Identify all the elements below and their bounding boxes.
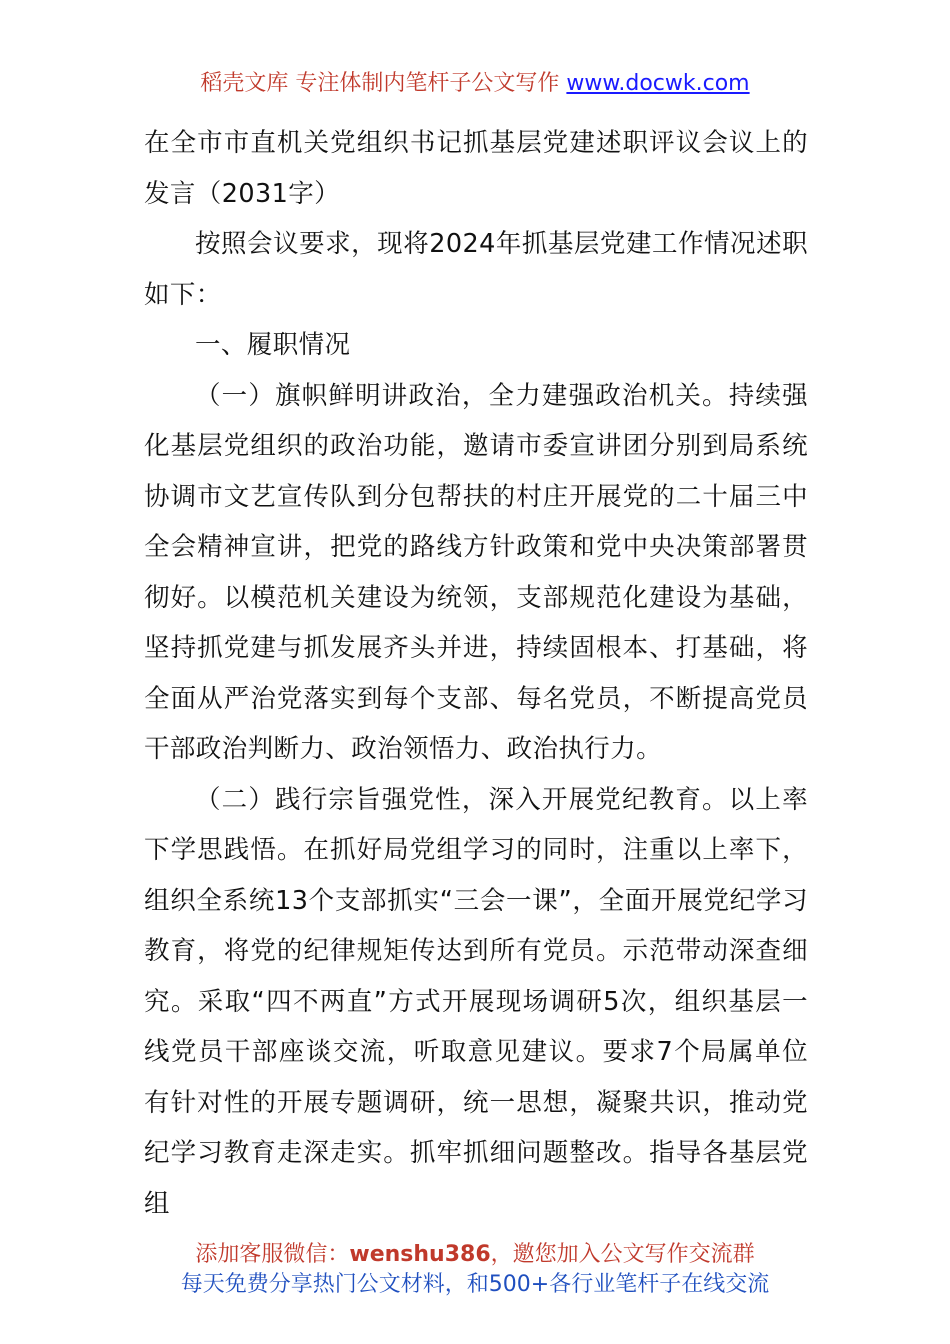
paragraph-discipline-education: （二）践行宗旨强党性，深入开展党纪教育。以上率下学思践悟。在抓好局党组学习的同时，注重以上率下，组织全系统13个支部抓实“三会一课”，全面开展党纪学习教育，将党的纪律规矩传达到所有党员。示范带动深查细究。采取“四不两直”方式开展现场调研5次，组织基层一线党员干部座谈交流，听取意见建议。要求7个局属单位有针对性的开展专题调研，统一思想，凝聚共识，推动党纪学习教育走深走实。抓牢抓细问题整改。指导各基层党组 (144, 784, 808, 1219)
watermark-header (0, 68, 950, 100)
header-url-link[interactable]: www.docwk.com (566, 71, 750, 96)
paragraph-intro: 按照会议要求，现将2024年抓基层党建工作情况述职如下： (144, 229, 808, 310)
document-body (144, 118, 808, 1229)
header-brand-text: 稻壳文库 专注体制内笔杆子公文写作 (200, 71, 560, 96)
document-title: 在全市市直机关党组织书记抓基层党建述职评议会议上的发言（2031字） (144, 128, 808, 209)
footer-promo-line-2: 每天免费分享热门公文材料，和500+各行业笔杆子在线交流 (180, 1272, 770, 1297)
section-heading: 一、履职情况 (195, 330, 351, 360)
paragraph-politics: （一）旗帜鲜明讲政治，全力建强政治机关。持续强化基层党组织的政治功能，邀请市委宣讲团分别到局系统协调市文艺宣传队到分包帮扶的村庄开展党的二十届三中全会精神宣讲，把党的路线方针政策和党中央决策部署贯彻好。以模范机关建设为统领，支部规范化建设为基础，坚持抓党建与抓发展齐头并进，持续固根本、打基础，将全面从严治党落实到每个支部、每名党员，不断提高党员干部政治判断力、政治领悟力、政治执行力。 (144, 380, 808, 764)
footer-wechat-suffix: ，邀您加入公文写作交流群 (490, 1242, 755, 1267)
footer-promo-line-1 (0, 1240, 950, 1270)
footer-wechat-prefix: 添加客服微信： (195, 1242, 350, 1267)
footer-wechat-id: wenshu386 (349, 1242, 491, 1267)
